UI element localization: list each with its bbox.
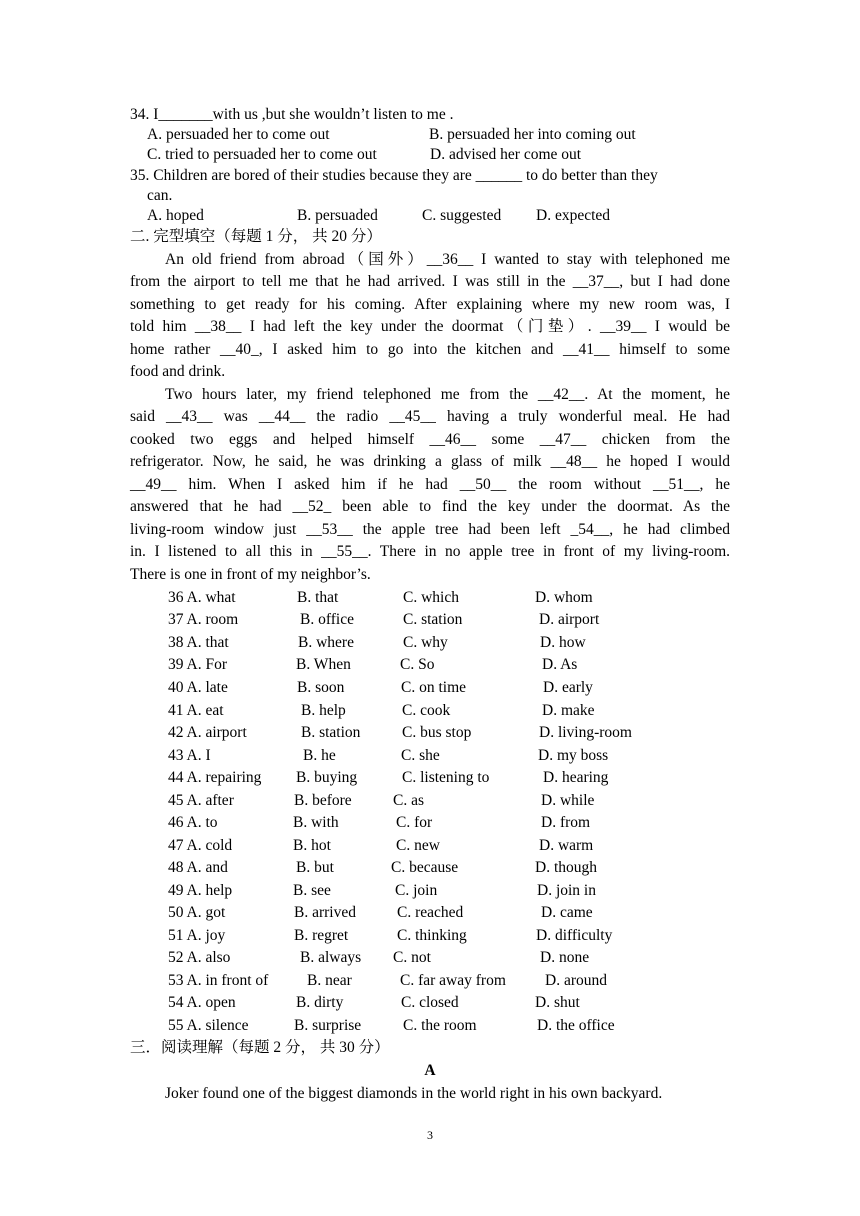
option-c: C. thinking	[397, 927, 467, 944]
option-a: 40 A. late	[168, 679, 228, 696]
option-d: D. hearing	[543, 769, 609, 786]
option-d: D. around	[545, 972, 607, 989]
question-35-stem-continued: can.	[147, 187, 173, 204]
option-b: B. see	[293, 882, 331, 899]
option-c: C. reached	[397, 904, 464, 921]
option-c: C. station	[403, 611, 463, 628]
option-d: D. none	[540, 949, 590, 966]
option-b: B. always	[300, 949, 362, 966]
option-b: B. help	[301, 702, 346, 719]
paragraph-line: An old friend from abroad（国外）__36__ I wanted to stay with telephoned me	[165, 251, 730, 268]
paragraph-line: told him __38__ I had left the key under the doormat（门垫）. __39__ I would be	[130, 318, 730, 335]
option-d: D. though	[535, 859, 597, 876]
q35-option-b: B. persuaded	[297, 207, 378, 224]
q35-option-c: C. suggested	[422, 207, 502, 224]
option-a: 53 A. in front of	[168, 972, 269, 989]
option-a: 48 A. and	[168, 859, 228, 876]
q34-option-b: B. persuaded her into coming out	[429, 126, 636, 143]
section-3-heading: 三．阅读理解（每题 2 分， 共 30 分）	[130, 1039, 390, 1056]
passage-a-heading: A	[424, 1062, 436, 1079]
option-b: B. regret	[294, 927, 349, 944]
option-d: D. airport	[539, 611, 600, 628]
option-c: C. listening to	[402, 769, 490, 786]
option-d: D. how	[540, 634, 586, 651]
option-b: B. When	[296, 656, 351, 673]
option-d: D. make	[542, 702, 595, 719]
option-b: B. arrived	[294, 904, 356, 921]
option-c: C. cook	[402, 702, 451, 719]
option-a: 41 A. eat	[168, 702, 224, 719]
q35-option-a: A. hoped	[147, 207, 204, 224]
option-c: C. bus stop	[402, 724, 472, 741]
q34-option-c: C. tried to persuaded her to come out	[147, 146, 377, 163]
option-b: B. that	[297, 589, 339, 606]
option-a: 38 A. that	[168, 634, 229, 651]
option-d: D. from	[541, 814, 591, 831]
option-d: D. join in	[537, 882, 596, 899]
paragraph-line: food and drink.	[130, 363, 226, 380]
option-b: B. but	[296, 859, 334, 876]
option-b: B. hot	[293, 837, 331, 854]
option-c: C. she	[401, 747, 440, 764]
option-c: C. because	[391, 859, 459, 876]
paragraph-line: from the airport to tell me that he had arrived. I was still in the __37__, but I had done	[130, 273, 730, 290]
option-d: D. shut	[535, 994, 580, 1011]
option-a: 36 A. what	[168, 589, 236, 606]
paragraph-line: in. I listened to all this in __55__. There in no apple tree in front of my living-room.	[130, 543, 730, 560]
option-c: C. join	[395, 882, 438, 899]
option-c: C. not	[393, 949, 431, 966]
option-a: 55 A. silence	[168, 1017, 249, 1034]
q34-option-a: A. persuaded her to come out	[147, 126, 330, 143]
option-b: B. with	[293, 814, 339, 831]
page-number: 3	[427, 1128, 433, 1142]
option-d: D. my boss	[538, 747, 609, 764]
option-a: 39 A. For	[168, 656, 227, 673]
paragraph-line: answered that he had __52_ been able to find the key under the doormat. As the	[130, 498, 730, 515]
option-c: C. far away from	[400, 972, 506, 989]
option-a: 51 A. joy	[168, 927, 226, 944]
option-b: B. office	[300, 611, 354, 628]
q34-option-d: D. advised her come out	[430, 146, 582, 163]
paragraph-line: something to get ready for his coming. After explaining where my new room was, I	[130, 296, 730, 313]
option-d: D. difficulty	[536, 927, 613, 944]
option-a: 42 A. airport	[168, 724, 247, 741]
option-d: D. the office	[537, 1017, 615, 1034]
paragraph-line: home rather __40_, I asked him to go into the kitchen and __41__ himself to some	[130, 341, 730, 358]
option-d: D. warm	[539, 837, 594, 854]
option-b: B. near	[307, 972, 352, 989]
option-b: B. where	[298, 634, 354, 651]
option-a: 49 A. help	[168, 882, 233, 899]
option-d: D. came	[541, 904, 593, 921]
option-a: 50 A. got	[168, 904, 226, 921]
option-a: 46 A. to	[168, 814, 218, 831]
option-d: D. living-room	[539, 724, 632, 741]
option-c: C. which	[403, 589, 459, 606]
option-d: D. while	[541, 792, 595, 809]
option-a: 52 A. also	[168, 949, 231, 966]
option-b: B. station	[301, 724, 361, 741]
option-c: C. on time	[401, 679, 467, 696]
paragraph-line: There is one in front of my neighbor’s.	[130, 566, 371, 583]
passage-a-first-line: Joker found one of the biggest diamonds in the world right in his own backyard.	[165, 1085, 663, 1102]
option-a: 43 A. I	[168, 747, 211, 764]
option-c: C. new	[396, 837, 440, 854]
option-b: B. soon	[297, 679, 345, 696]
option-a: 44 A. repairing	[168, 769, 262, 786]
paragraph-line: said __43__ was __44__ the radio __45__ having a truly wonderful meal. He had	[130, 408, 730, 425]
paragraph-line: Two hours later, my friend telephoned me from the __42__. At the moment, he	[165, 386, 730, 403]
option-a: 45 A. after	[168, 792, 234, 809]
option-b: B. dirty	[296, 994, 344, 1011]
option-a: 37 A. room	[168, 611, 239, 628]
option-b: B. surprise	[294, 1017, 362, 1034]
question-35-stem: 35. Children are bored of their studies because they are ______ to do better than they	[130, 167, 658, 184]
paragraph-line: __49__ him. When I asked him if he had __50__ the room without __51__, he	[130, 476, 730, 493]
option-d: D. early	[543, 679, 593, 696]
option-a: 47 A. cold	[168, 837, 233, 854]
option-d: D. As	[542, 656, 578, 673]
paragraph-line: cooked two eggs and helped himself __46__ some __47__ chicken from the	[130, 431, 730, 448]
option-b: B. he	[303, 747, 336, 764]
option-d: D. whom	[535, 589, 593, 606]
question-34-stem: 34. I_______with us ,but she wouldn’t listen to me .	[130, 106, 454, 123]
option-c: C. the room	[403, 1017, 477, 1034]
paragraph-line: living-room window just __53__ the apple tree had been left _54__, he had climbed	[130, 521, 730, 538]
q35-option-d: D. expected	[536, 207, 611, 224]
section-2-heading: 二. 完型填空（每题 1 分， 共 20 分）	[130, 228, 382, 245]
option-c: C. So	[400, 656, 435, 673]
option-b: B. buying	[296, 769, 358, 786]
option-c: C. closed	[401, 994, 459, 1011]
option-c: C. for	[396, 814, 433, 831]
option-c: C. as	[393, 792, 424, 809]
option-b: B. before	[294, 792, 352, 809]
paragraph-line: refrigerator. Now, he said, he was drinking a glass of milk __48__ he hoped I would	[130, 453, 730, 470]
option-c: C. why	[403, 634, 448, 651]
option-a: 54 A. open	[168, 994, 236, 1011]
